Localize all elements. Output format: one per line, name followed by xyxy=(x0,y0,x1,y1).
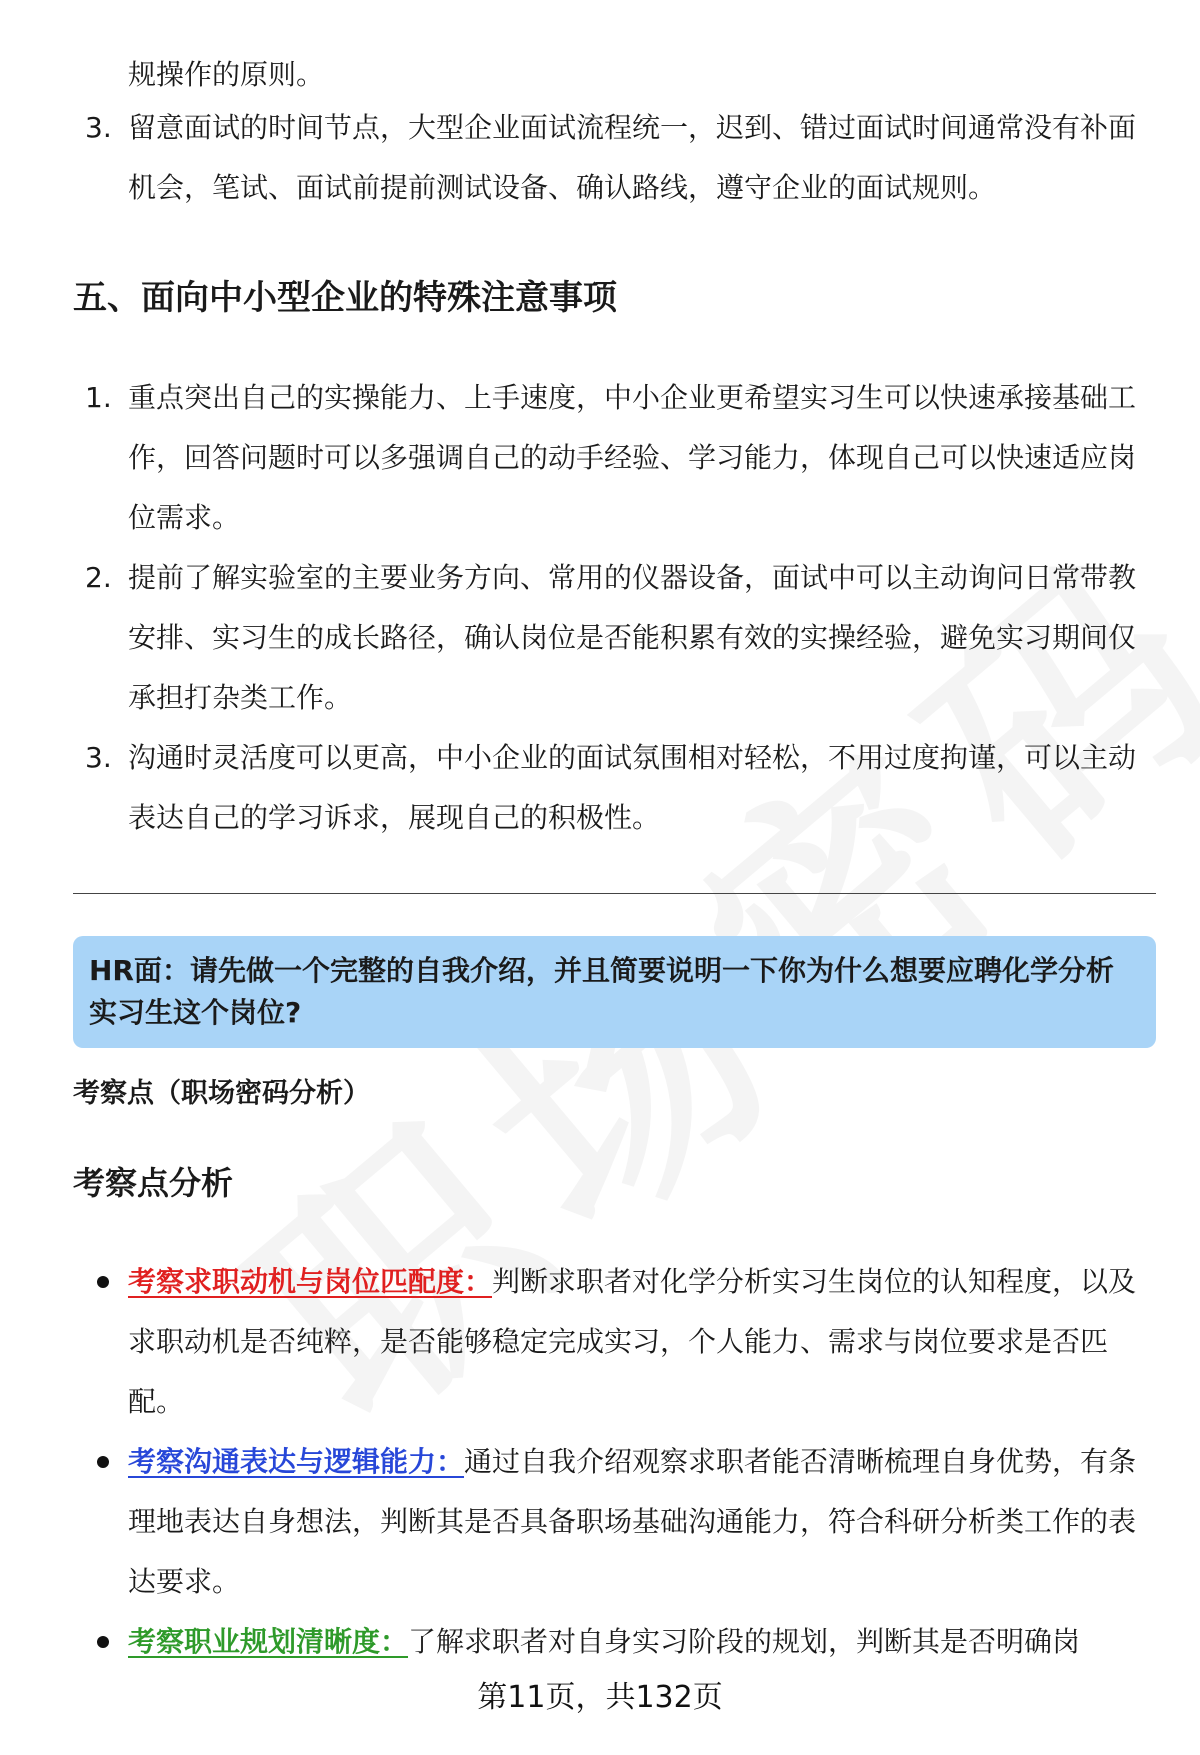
list-item xyxy=(73,368,1156,548)
list-item-text: 沟通时灵活度可以更高，中小企业的面试氛围相对轻松，不用过度拘谨，可以主动表达自己的学习诉求，展现自己的积极性。 xyxy=(128,741,1137,834)
analysis-keyword: 考察沟通表达与逻辑能力： xyxy=(128,1445,465,1478)
question-text: HR面：请先做一个完整的自我介绍，并且简要说明一下你为什么想要应聘化学分析实习生这个岗位? xyxy=(89,954,1114,1029)
previous-section-list xyxy=(73,98,1156,218)
interview-question-box xyxy=(73,936,1156,1048)
list-item xyxy=(73,98,1156,218)
exam-point-label: 考察点（职场密码分析） xyxy=(73,1078,370,1109)
page-footer: 第11页，共132页 xyxy=(477,1680,723,1715)
continuation-text: 规操作的原则。 xyxy=(128,58,325,91)
analysis-list xyxy=(73,1252,1156,1672)
analysis-item xyxy=(73,1612,1156,1672)
analysis-keyword: 考察职业规划清晰度： xyxy=(128,1625,409,1658)
bullet-icon xyxy=(97,1276,109,1288)
analysis-text: 判断求职者对化学分析实习生岗位的认知程度，以及求职动机是否纯粹，是否能够稳定完成实习，个人能力、需求与岗位要求是否匹配。 xyxy=(128,1265,1137,1418)
list-item-text: 重点突出自己的实操能力、上手速度，中小企业更希望实习生可以快速承接基础工作，回答问题时可以多强调自己的动手经验、学习能力，体现自己可以快速适应岗位需求。 xyxy=(128,381,1137,534)
divider xyxy=(73,893,1156,894)
section-five-list xyxy=(73,368,1156,848)
section-heading: 五、面向中小型企业的特殊注意事项 xyxy=(73,278,617,318)
list-number: 3. xyxy=(85,111,112,144)
list-number: 2. xyxy=(85,561,112,594)
list-item-text: 留意面试的时间节点，大型企业面试流程统一，迟到、错过面试时间通常没有补面机会，笔试、面试前提前测试设备、确认路线，遵守企业的面试规则。 xyxy=(128,111,1137,204)
list-item-text: 提前了解实验室的主要业务方向、常用的仪器设备，面试中可以主动询问日常带教安排、实习生的成长路径，确认岗位是否能积累有效的实操经验，避免实习期间仅承担打杂类工作。 xyxy=(128,561,1137,714)
analysis-keyword: 考察求职动机与岗位匹配度： xyxy=(128,1265,493,1298)
analysis-item xyxy=(73,1252,1156,1432)
analysis-heading: 考察点分析 xyxy=(73,1164,234,1202)
list-number: 3. xyxy=(85,741,112,774)
analysis-item xyxy=(73,1432,1156,1612)
list-item xyxy=(73,728,1156,848)
list-item xyxy=(73,548,1156,728)
bullet-icon xyxy=(97,1636,109,1648)
list-number: 1. xyxy=(85,381,112,414)
analysis-text: 通过自我介绍观察求职者能否清晰梳理自身优势，有条理地表达自身想法，判断其是否具备职场基础沟通能力，符合科研分析类工作的表达要求。 xyxy=(128,1445,1137,1598)
bullet-icon xyxy=(97,1456,109,1468)
analysis-text: 了解求职者对自身实习阶段的规划，判断其是否明确岗 xyxy=(408,1625,1081,1658)
